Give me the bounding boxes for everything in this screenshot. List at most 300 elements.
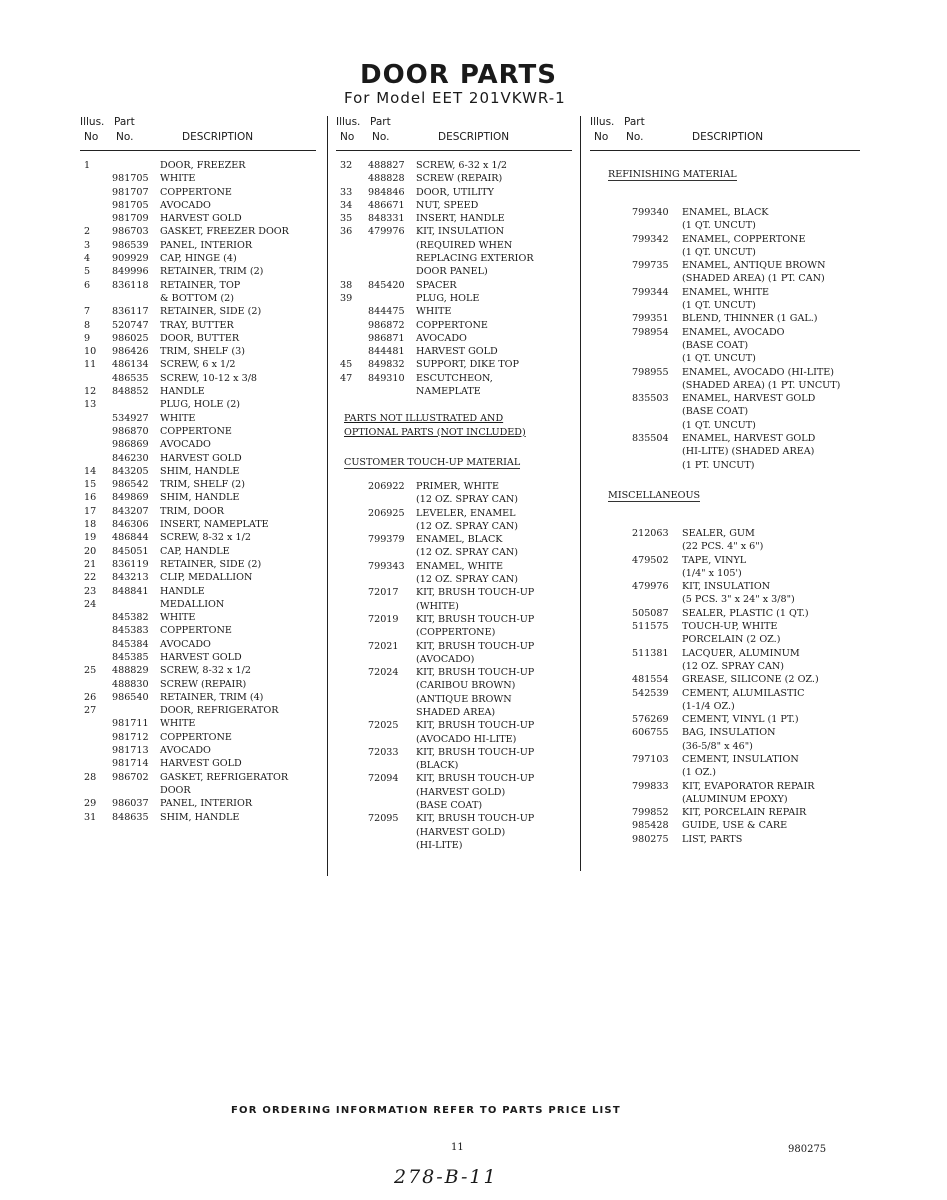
part-row <box>590 233 860 246</box>
part-row <box>336 319 572 332</box>
part-description: WHITE <box>160 612 196 624</box>
part-description: (BLACK) <box>416 760 459 772</box>
illus-number: 6 <box>84 279 91 291</box>
part-row <box>80 811 316 824</box>
part-description: CEMENT, INSULATION <box>682 753 799 765</box>
part-number: 981705 <box>112 199 149 211</box>
part-number: 486844 <box>112 532 149 544</box>
part-row <box>590 392 860 405</box>
part-row <box>80 345 316 358</box>
part-number: 986870 <box>112 425 149 437</box>
part-number: 986871 <box>368 332 405 344</box>
part-row <box>336 385 572 398</box>
part-description: SHIM, HANDLE <box>160 811 240 823</box>
part-row <box>336 666 572 679</box>
page-number: 11 <box>451 1142 464 1153</box>
part-row <box>80 412 316 425</box>
part-description: RETAINER, TOP <box>160 279 241 291</box>
part-description: (BASE COAT) <box>416 800 483 812</box>
part-number: 481554 <box>632 674 669 686</box>
header-description: DESCRIPTION <box>182 131 254 143</box>
part-description: (HI-LITE) (SHADED AREA) <box>682 446 815 458</box>
part-description: GASKET, FREEZER DOOR <box>160 226 289 238</box>
part-row <box>336 693 572 706</box>
part-number: 843213 <box>112 572 149 584</box>
illus-number: 28 <box>84 771 97 783</box>
part-row <box>336 786 572 799</box>
part-row <box>80 531 316 544</box>
part-description: ENAMEL, ANTIQUE BROWN <box>682 260 826 272</box>
part-description: AVOCADO <box>160 745 211 757</box>
part-description: MEDALLION <box>160 598 225 610</box>
part-description: (BASE COAT) <box>682 406 749 418</box>
part-row <box>80 372 316 385</box>
part-description: (SHADED AREA) (1 PT. UNCUT) <box>682 379 841 391</box>
header-part-no: No. <box>372 131 390 143</box>
part-row <box>590 445 860 458</box>
part-row <box>80 425 316 438</box>
part-number: 981713 <box>112 745 149 757</box>
part-row <box>80 771 316 784</box>
part-number: 486671 <box>368 199 405 211</box>
part-description: DOOR PANEL) <box>416 266 488 278</box>
part-description: HARVEST GOLD <box>160 758 242 770</box>
part-description: ENAMEL, WHITE <box>682 286 770 298</box>
part-row <box>80 292 316 305</box>
column-header <box>336 116 572 151</box>
part-number: 206922 <box>368 480 405 492</box>
part-number: 845383 <box>112 625 149 637</box>
part-row <box>80 319 316 332</box>
part-row <box>80 212 316 225</box>
part-row <box>336 480 572 493</box>
part-row <box>336 305 572 318</box>
part-description: (WHITE) <box>416 600 459 612</box>
part-description: (1 OZ.) <box>682 767 717 779</box>
part-description: (12 OZ. SPRAY CAN) <box>416 520 519 532</box>
part-description: SCREW, 8-32 x 1/2 <box>160 665 251 677</box>
part-row <box>336 265 572 278</box>
part-description: (CARIBOU BROWN) <box>416 680 516 692</box>
part-description: (1 QT. UNCUT) <box>682 419 756 431</box>
part-description: RETAINER, TRIM (4) <box>160 691 264 703</box>
part-number: 985428 <box>632 820 669 832</box>
part-description: KIT, BRUSH TOUCH-UP <box>416 773 535 785</box>
part-number: 486134 <box>112 359 149 371</box>
part-description: (12 OZ. SPRAY CAN) <box>682 660 785 672</box>
part-number: 511381 <box>632 647 669 659</box>
part-number: 606755 <box>632 727 669 739</box>
part-number: 845382 <box>112 612 149 624</box>
part-row <box>80 385 316 398</box>
part-description: (1 PT. UNCUT) <box>682 459 755 471</box>
part-number: 799340 <box>632 207 669 218</box>
part-row <box>80 452 316 465</box>
part-description: TRIM, SHELF (2) <box>160 479 245 491</box>
part-number: 486535 <box>112 372 149 384</box>
part-row <box>336 772 572 785</box>
part-description: SPACER <box>416 279 457 291</box>
part-description: (1 QT. UNCUT) <box>682 220 756 232</box>
part-row <box>590 607 860 620</box>
part-row <box>336 358 572 371</box>
part-row <box>590 620 860 633</box>
part-number: 986037 <box>112 798 149 810</box>
parts-column-1 <box>80 116 316 824</box>
illus-number: 24 <box>84 598 97 610</box>
part-description: SUPPORT, DIKE TOP <box>416 359 519 371</box>
part-description: GASKET, REFRIGERATOR <box>160 771 289 783</box>
illus-number: 21 <box>84 558 97 570</box>
part-description: PLUG, HOLE (2) <box>160 399 241 411</box>
part-description: HANDLE <box>160 386 205 398</box>
part-number: 836117 <box>112 306 149 318</box>
part-number: 797103 <box>632 753 669 765</box>
part-description: KIT, INSULATION <box>682 581 771 593</box>
part-number: 845384 <box>112 638 149 650</box>
part-row <box>336 533 572 546</box>
part-description: DOOR, FREEZER <box>160 160 246 171</box>
part-description: SEALER, PLASTIC (1 QT.) <box>682 607 809 619</box>
illus-number: 3 <box>84 239 91 251</box>
header-illus: Illus. <box>80 116 105 128</box>
part-description: LEVELER, ENAMEL <box>416 507 516 519</box>
part-description: TOUCH-UP, WHITE <box>682 621 778 633</box>
part-description: BLEND, THINNER (1 GAL.) <box>682 313 818 325</box>
illus-number: 11 <box>84 359 97 371</box>
part-row <box>590 326 860 339</box>
part-row <box>336 252 572 265</box>
refinishing-list <box>590 206 860 472</box>
part-row <box>80 717 316 730</box>
header-part: Part <box>624 116 645 128</box>
part-number: 986869 <box>112 439 149 451</box>
part-row <box>590 379 860 392</box>
part-number: 488828 <box>368 173 405 185</box>
part-description: SEALER, GUM <box>682 527 755 539</box>
illus-number: 13 <box>84 399 97 411</box>
part-row <box>80 332 316 345</box>
part-description: PORCELAIN (2 OZ.) <box>682 634 781 646</box>
part-number: 836118 <box>112 279 149 291</box>
part-row <box>590 366 860 379</box>
part-row <box>80 691 316 704</box>
part-description: DOOR, BUTTER <box>160 332 240 344</box>
part-number: 212063 <box>632 527 669 539</box>
part-row <box>336 172 572 185</box>
illus-number: 47 <box>340 372 353 384</box>
part-number: 849832 <box>368 359 405 371</box>
part-number: 798955 <box>632 366 669 378</box>
part-row <box>336 733 572 746</box>
part-description: (5 PCS. 3" x 24" x 3/8") <box>682 594 795 606</box>
section-customer-touch-up: CUSTOMER TOUCH-UP MATERIAL <box>344 456 521 468</box>
part-description: HANDLE <box>160 585 205 597</box>
part-number: 844475 <box>368 306 405 318</box>
part-row <box>590 753 860 766</box>
part-row <box>336 546 572 559</box>
part-description: KIT, BRUSH TOUCH-UP <box>416 640 535 652</box>
part-row <box>336 839 572 852</box>
part-number: 848635 <box>112 811 149 823</box>
part-row <box>80 598 316 611</box>
part-number: 845420 <box>368 279 405 291</box>
part-description: INSERT, HANDLE <box>416 213 505 225</box>
part-row <box>590 713 860 726</box>
part-number: 799344 <box>632 286 669 298</box>
part-row <box>590 206 860 219</box>
part-description: RETAINER, SIDE (2) <box>160 558 262 570</box>
part-number: 986872 <box>368 319 405 331</box>
part-row <box>80 558 316 571</box>
not-included-note-line-1: PARTS NOT ILLUSTRATED AND <box>344 413 504 425</box>
part-number: 981711 <box>112 718 149 730</box>
part-number: 984846 <box>368 186 405 198</box>
part-row <box>590 580 860 593</box>
part-number: 72017 <box>368 587 399 599</box>
part-description: ENAMEL, BLACK <box>416 534 503 546</box>
part-number: 72094 <box>368 773 399 785</box>
part-row <box>80 784 316 797</box>
part-number: 479976 <box>632 581 669 593</box>
part-description: AVOCADO <box>160 199 211 211</box>
part-description: (AVOCADO HI-LITE) <box>416 733 517 745</box>
column-divider-1 <box>327 116 328 876</box>
part-number: 72024 <box>368 667 399 679</box>
part-row <box>336 186 572 199</box>
illus-number: 27 <box>84 705 97 717</box>
part-description: KIT, PORCELAIN REPAIR <box>682 807 807 819</box>
part-row <box>336 159 572 172</box>
part-description: (12 OZ. SPRAY CAN) <box>416 494 519 506</box>
part-description: PANEL, INTERIOR <box>160 798 253 810</box>
part-row <box>80 358 316 371</box>
part-row <box>590 352 860 365</box>
part-number: 511575 <box>632 621 669 633</box>
part-row <box>590 299 860 312</box>
part-description: KIT, BRUSH TOUCH-UP <box>416 587 535 599</box>
column-header <box>590 116 860 151</box>
part-row <box>336 812 572 825</box>
parts-list <box>336 159 572 398</box>
part-description: TAPE, VINYL <box>682 554 747 566</box>
part-row <box>590 432 860 445</box>
ordering-info-note: FOR ORDERING INFORMATION REFER TO PARTS PRICE LIST <box>231 1105 621 1116</box>
part-row <box>336 372 572 385</box>
part-row <box>590 793 860 806</box>
part-number: 488830 <box>112 678 149 690</box>
part-number: 849869 <box>112 492 149 504</box>
part-row <box>336 613 572 626</box>
part-row <box>336 225 572 238</box>
illus-number: 19 <box>84 532 97 544</box>
part-row <box>336 520 572 533</box>
part-description: (ALUMINUM EPOXY) <box>682 793 788 805</box>
part-row <box>80 624 316 637</box>
part-description: (22 PCS. 4" x 6") <box>682 541 764 553</box>
part-row <box>336 212 572 225</box>
part-description: (AVOCADO) <box>416 653 475 665</box>
part-description: WHITE <box>160 412 196 424</box>
part-row <box>80 744 316 757</box>
part-description: AVOCADO <box>416 332 467 344</box>
part-row <box>80 279 316 292</box>
part-description: RETAINER, SIDE (2) <box>160 306 262 318</box>
part-number: 72019 <box>368 613 399 625</box>
header-part-no: No. <box>626 131 644 143</box>
part-row <box>336 239 572 252</box>
part-row <box>590 567 860 580</box>
part-number: 799735 <box>632 260 669 272</box>
part-row <box>80 172 316 185</box>
part-number: 980275 <box>632 833 669 845</box>
part-number: 479502 <box>632 554 669 566</box>
part-number: 845385 <box>112 651 149 663</box>
part-description: SCREW, 6 x 1/2 <box>160 359 236 371</box>
part-description: CAP, HINGE (4) <box>160 253 237 265</box>
part-number: 534927 <box>112 412 149 424</box>
part-description: HARVEST GOLD <box>416 346 498 358</box>
part-description: SCREW, 6-32 x 1/2 <box>416 160 507 171</box>
part-description: ENAMEL, HARVEST GOLD <box>682 433 816 445</box>
column-header <box>80 116 316 151</box>
part-row <box>336 493 572 506</box>
header-illus-no: No <box>84 131 99 143</box>
illus-number: 33 <box>340 186 353 198</box>
part-row <box>590 806 860 819</box>
header-illus-no: No <box>594 131 609 143</box>
part-row <box>336 332 572 345</box>
illus-number: 45 <box>340 359 353 371</box>
illus-number: 9 <box>84 332 91 344</box>
part-number: 986542 <box>112 479 149 491</box>
part-row <box>336 507 572 520</box>
part-row <box>80 518 316 531</box>
part-row <box>590 780 860 793</box>
illus-number: 31 <box>84 811 97 823</box>
part-row <box>80 438 316 451</box>
part-row <box>80 305 316 318</box>
part-row <box>590 673 860 686</box>
part-description: HARVEST GOLD <box>160 213 242 225</box>
part-row <box>590 633 860 646</box>
illus-number: 4 <box>84 253 91 265</box>
illus-number: 16 <box>84 492 97 504</box>
illus-number: 29 <box>84 798 97 810</box>
part-description: (COPPERTONE) <box>416 627 496 639</box>
part-description: & BOTTOM (2) <box>160 292 234 304</box>
part-number: 799343 <box>368 560 405 572</box>
header-illus: Illus. <box>336 116 361 128</box>
part-row <box>590 286 860 299</box>
part-row <box>590 700 860 713</box>
part-description: BAG, INSULATION <box>682 727 776 739</box>
part-number: 981712 <box>112 731 149 743</box>
part-row <box>590 687 860 700</box>
part-row <box>80 225 316 238</box>
part-description: KIT, BRUSH TOUCH-UP <box>416 813 535 825</box>
part-row <box>590 419 860 432</box>
miscellaneous-list <box>590 527 860 846</box>
part-description: COPPERTONE <box>160 625 232 637</box>
part-number: 576269 <box>632 714 669 726</box>
part-description: SHIM, HANDLE <box>160 465 240 477</box>
illus-number: 34 <box>340 199 353 211</box>
part-number: 981714 <box>112 758 149 770</box>
part-description: AVOCADO <box>160 638 211 650</box>
part-row <box>336 640 572 653</box>
part-number: 986702 <box>112 771 149 783</box>
illus-number: 8 <box>84 319 91 331</box>
part-row <box>336 706 572 719</box>
part-row <box>80 398 316 411</box>
document-code: 980275 <box>788 1144 827 1155</box>
part-number: 849996 <box>112 266 149 278</box>
part-number: 72033 <box>368 746 399 758</box>
part-row <box>80 239 316 252</box>
part-row <box>590 312 860 325</box>
part-row <box>336 586 572 599</box>
part-description: SCREW, 8-32 x 1/2 <box>160 532 251 544</box>
part-description: ESCUTCHEON, <box>416 372 493 384</box>
part-description: KIT, BRUSH TOUCH-UP <box>416 720 535 732</box>
part-row <box>80 585 316 598</box>
part-row <box>590 459 860 472</box>
parts-list <box>80 159 316 824</box>
part-row <box>80 797 316 810</box>
not-included-note-line-2: OPTIONAL PARTS (NOT INCLUDED) <box>344 426 526 438</box>
part-number: 488827 <box>368 160 405 171</box>
part-number: 981705 <box>112 173 149 185</box>
part-description: ENAMEL, WHITE <box>416 560 504 572</box>
part-row <box>590 740 860 753</box>
part-description: SHIM, HANDLE <box>160 492 240 504</box>
part-number: 798954 <box>632 326 669 338</box>
part-number: 72095 <box>368 813 399 825</box>
part-number: 986540 <box>112 691 149 703</box>
part-description: CAP, HANDLE <box>160 545 230 557</box>
part-row <box>80 199 316 212</box>
part-row <box>80 571 316 584</box>
part-number: 542539 <box>632 687 669 699</box>
part-row <box>590 272 860 285</box>
part-row <box>80 159 316 172</box>
part-row <box>590 540 860 553</box>
part-number: 844481 <box>368 346 405 358</box>
part-description: GREASE, SILICONE (2 OZ.) <box>682 674 819 686</box>
part-number: 981709 <box>112 213 149 225</box>
part-row <box>590 819 860 832</box>
part-description: DOOR, UTILITY <box>416 186 494 198</box>
part-number: 505087 <box>632 607 669 619</box>
part-description: CEMENT, VINYL (1 PT.) <box>682 714 799 726</box>
part-row <box>590 554 860 567</box>
column-divider-2 <box>580 116 581 871</box>
part-row <box>80 678 316 691</box>
part-number: 835504 <box>632 433 669 445</box>
part-number: 206925 <box>368 507 405 519</box>
part-row <box>336 600 572 613</box>
part-row <box>590 259 860 272</box>
illus-number: 7 <box>84 306 91 318</box>
part-description: TRIM, DOOR <box>160 505 224 517</box>
part-row <box>336 746 572 759</box>
part-description: (1 QT. UNCUT) <box>682 353 756 365</box>
illus-number: 1 <box>84 160 91 171</box>
part-row <box>80 757 316 770</box>
illus-number: 2 <box>84 226 91 238</box>
part-description: ENAMEL, BLACK <box>682 207 769 218</box>
